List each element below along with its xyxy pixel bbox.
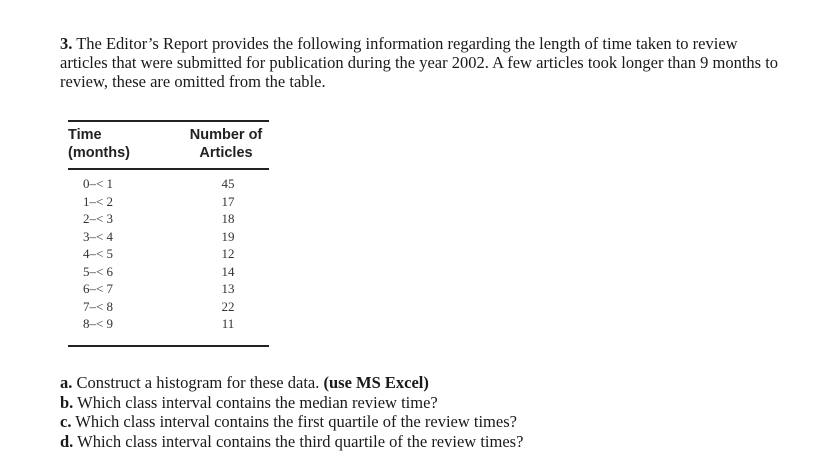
count-cell: 22	[221, 298, 235, 314]
question-a-emphasis: (use MS Excel)	[323, 373, 429, 392]
header-count-line2: Articles	[199, 145, 253, 161]
question-d-text: Which class interval contains the third quartile of the review times?	[73, 431, 524, 451]
table-row	[68, 228, 269, 246]
interval-cell: 1–< 2	[82, 193, 114, 209]
count-cell: 18	[221, 211, 235, 226]
table-row	[68, 245, 269, 263]
interval-cell: 7–< 8	[82, 298, 114, 314]
count-cell: 19	[221, 228, 235, 244]
table-body	[68, 175, 269, 333]
problem-statement	[60, 34, 780, 91]
table-header-rule	[68, 168, 269, 170]
header-time-line1: Time	[68, 127, 102, 143]
count-cell: 12	[221, 246, 235, 261]
table-bottom-rule	[68, 345, 269, 347]
count-cell: 14	[221, 263, 235, 279]
interval-cell: 6–< 7	[82, 281, 114, 296]
header-count	[182, 126, 270, 162]
table-top-rule	[68, 120, 269, 122]
header-time	[68, 126, 130, 162]
interval-cell: 8–< 9	[82, 316, 114, 331]
table-row	[68, 263, 269, 281]
question-list	[60, 373, 780, 451]
question-c-text: Which class interval contains the first quartile of the review times?	[71, 412, 517, 431]
count-cell: 13	[221, 281, 235, 296]
question-a	[60, 373, 780, 393]
interval-cell: 5–< 6	[82, 263, 114, 279]
interval-cell: 0–< 1	[82, 176, 114, 191]
question-a-text: Construct a histogram for these data.	[72, 373, 324, 392]
table-row	[68, 193, 269, 211]
question-c-label: c.	[60, 412, 72, 431]
header-time-line2: (months)	[68, 145, 131, 161]
problem-text: The Editor’s Report provides the following information regarding the length of time taken to review articles that were submitted for publication during the year 2002. A few articles took longer than 9 months to review, these are omitted from the table.	[60, 34, 779, 91]
table-row	[68, 298, 269, 316]
interval-cell: 4–< 5	[82, 246, 114, 261]
header-count-line1: Number of	[189, 127, 263, 143]
question-b-label: b.	[60, 392, 74, 412]
count-cell: 17	[221, 193, 235, 209]
table-row	[68, 280, 269, 298]
question-d	[60, 432, 780, 452]
question-b	[60, 393, 780, 413]
count-cell: 45	[221, 176, 235, 191]
problem-number: 3.	[60, 34, 73, 53]
question-c	[60, 412, 780, 432]
interval-cell: 2–< 3	[82, 211, 114, 226]
question-a-label: a.	[60, 373, 73, 392]
table-row	[68, 210, 269, 228]
count-cell: 11	[221, 316, 235, 331]
table-row	[68, 175, 269, 193]
interval-cell: 3–< 4	[82, 228, 114, 244]
table-row	[68, 315, 269, 333]
question-d-label: d.	[60, 431, 74, 451]
question-b-text: Which class interval contains the median review time?	[73, 392, 438, 412]
